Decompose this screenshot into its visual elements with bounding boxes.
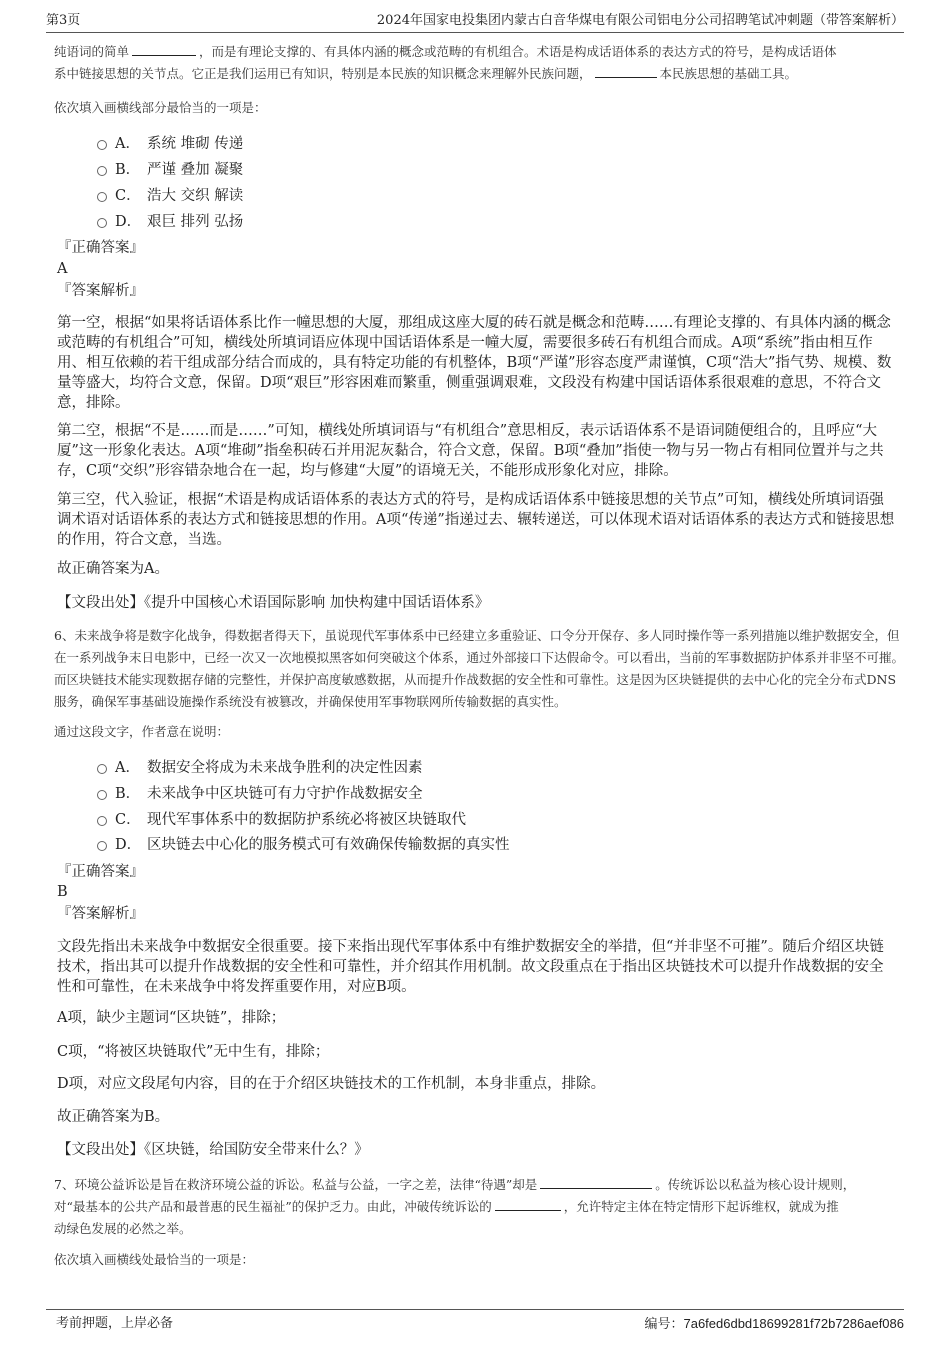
q6-source: 【文段出处】《区块链，给国防安全带来什么？》	[57, 1142, 369, 1158]
q5-answer-label: 『正确答案』	[57, 240, 144, 256]
q5-source: 【文段出处】《提升中国核心术语国际影响 加快构建中国话语体系》	[57, 595, 490, 611]
q6-analysis-para-1: 文段先指出未来战争中数据安全很重要。接下来指出现代军事体系中有维护数据安全的举措，但“并非坚不可摧”。随后介绍区块链技术，指出其可以提升作战数据的安全性和可靠性，并介绍其作用机制。故文段重点在于指出区块链技术可以提升作战数据的安全性和可靠性，在未来战争中将发挥重要作用，对应B项。	[57, 939, 884, 995]
radio-icon[interactable]	[97, 192, 107, 202]
page-footer	[46, 1309, 904, 1332]
radio-icon[interactable]	[97, 140, 107, 150]
q6-option-b[interactable]: B． 未来战争中区块链可有力守护作战数据安全	[97, 784, 423, 804]
page-number: 第3页	[46, 13, 81, 28]
q5-analysis-label: 『答案解析』	[57, 283, 144, 299]
q5-passage-d: 本民族思想的基础工具。	[659, 66, 798, 81]
q7-passage: 7、环境公益诉讼是旨在救济环境公益的诉讼。私益与公益，一字之差，法律“待遇”却是 。传统诉讼以私益为核心设计规则， 对“最基本的公共产品和最普惠的民生福祉”的保护乏力。由此，冲破传统诉讼的 ，允许特定主体在特定情形下起诉维权，就成为推 动绿色发展的必然之举。	[54, 1177, 856, 1236]
radio-icon[interactable]	[97, 218, 107, 228]
q6-answer-label: 『正确答案』	[57, 864, 144, 880]
answer-blank	[595, 64, 657, 78]
q5-prompt: 依次填入画横线部分最恰当的一项是：	[54, 100, 267, 115]
q6-conclusion: 故正确答案为B。	[57, 1109, 170, 1125]
q6-option-c[interactable]: C． 现代军事体系中的数据防护系统必将被区块链取代	[97, 810, 466, 830]
page-header	[46, 10, 904, 33]
q5-analysis-para-3: 第三空，代入验证，根据“术语是构成话语体系的表达方式的符号，是构成话语体系中链接思想的关节点”可知，横线处所填词语强调术语对话语体系的表达方式和链接思想的作用。A项“传递”指递过去、辗转递送，可以体现术语对话语体系的表达方式和链接思想的作用，符合文意，当选。	[57, 492, 895, 548]
radio-icon[interactable]	[97, 816, 107, 826]
q5-option-b[interactable]: B． 严谨 叠加 凝聚	[97, 160, 243, 180]
radio-icon[interactable]	[97, 841, 107, 851]
answer-blank	[495, 1197, 561, 1211]
q5-analysis-para-2: 第二空，根据“不是……而是……”可知，横线处所填词语与“有机组合”意思相反，表示话语体系不是语词随便组合的，且呼应“大厦”这一形象化表达。A项“堆砌”指垒积砖石并用泥灰黏合，符合文意，保留。B项“叠加”指使一物与另一物占有相同位置并与之共存，C项“交织”形容错杂地合在一起，均与修建“大厦”的语境无关，不能形成形象化对应，排除。	[57, 423, 884, 479]
q6-option-a[interactable]: A． 数据安全将成为未来战争胜利的决定性因素	[97, 758, 423, 778]
q5-answer: A	[57, 261, 68, 277]
q6-analysis-a: A项，缺少主题词“区块链”，排除；	[57, 1010, 286, 1026]
q5-passage-a: 纯语词的简单	[54, 44, 130, 59]
q5-conclusion: 故正确答案为A。	[57, 561, 169, 577]
footer-code: 编号：7a6fed6dbd18699281f72b7286aef086	[644, 1316, 904, 1332]
q5-option-d[interactable]: D． 艰巨 排列 弘扬	[97, 212, 243, 232]
radio-icon[interactable]	[97, 764, 107, 774]
radio-icon[interactable]	[97, 166, 107, 176]
q6-analysis-c: C项，“将被区块链取代”无中生有，排除；	[57, 1044, 330, 1060]
q6-prompt: 通过这段文字，作者意在说明：	[54, 724, 230, 739]
answer-blank	[132, 42, 196, 56]
q6-analysis-d: D项，对应文段尾句内容，目的在于介绍区块链技术的工作机制，本身非重点，排除。	[57, 1076, 606, 1092]
q6-passage: 6、未来战争将是数字化战争，得数据者得天下，虽说现代军事体系中已经建立多重验证、口令分开保存、多人同时操作等一系列措施以维护数据安全，但在一系列战争末日电影中，已经一次又一次地模拟黑客如何突破这个体系，通过外部接口下达假命令。可以看出，当前的军事数据防护体系并非坚不可摧。而区块链技术能实现数据存储的完整性，并保护高度敏感数据，从而提升作战数据的安全性和可靠性。这是因为区块链提供的去中心化的完全分布式DNS服务，确保军事基础设施操作系统没有被篡改，并确保使用军事物联网所传输数据的真实性。	[54, 628, 905, 709]
q5-option-c[interactable]: C． 浩大 交织 解读	[97, 186, 243, 206]
footer-slogan: 考前押题，上岸必备	[56, 1316, 174, 1331]
answer-blank	[540, 1175, 652, 1189]
q6-analysis-label: 『答案解析』	[57, 906, 144, 922]
q6-answer: B	[57, 884, 68, 900]
q5-analysis-para-1: 第一空，根据“如果将话语体系比作一幢思想的大厦，那组成这座大厦的砖石就是概念和范畴……有理论支撑的、有具体内涵的概念或范畴的有机组合”可知，横线处所填词语应体现中国话语体系是一幢大厦，需要很多砖石有机组合而成。A项“系统”指由相互作用、相互依赖的若干组成部分结合而成的，具有特定功能的有机整体，B项“严谨”形容态度严肃谨慎，C项“浩大”指气势、规模、数量等盛大，均符合文意，保留。D项“艰巨”形容困难而繁重，侧重强调艰难，文段没有构建中国话语体系很艰难的意思，不符合文意，排除。	[57, 315, 892, 411]
q5-option-a[interactable]: A． 系统 堆砌 传递	[97, 134, 243, 154]
q7-prompt: 依次填入画横线处最恰当的一项是：	[54, 1252, 255, 1267]
q5-passage	[54, 41, 904, 85]
document-title: 2024年国家电投集团内蒙古白音华煤电有限公司铝电分公司招聘笔试冲刺题（带答案解析）	[376, 13, 904, 28]
q6-option-d[interactable]: D． 区块链去中心化的服务模式可有效确保传输数据的真实性	[97, 835, 510, 855]
q5-passage-b: ，而是有理论支撑的、有具体内涵的概念或范畴的有机组合。术语是构成话语体系的表达方式的符号，是构成话语体	[199, 44, 837, 59]
q5-passage-c: 系中链接思想的关节点。它正是我们运用已有知识，特别是本民族的知识概念来理解外民族问题，	[54, 66, 592, 81]
radio-icon[interactable]	[97, 790, 107, 800]
